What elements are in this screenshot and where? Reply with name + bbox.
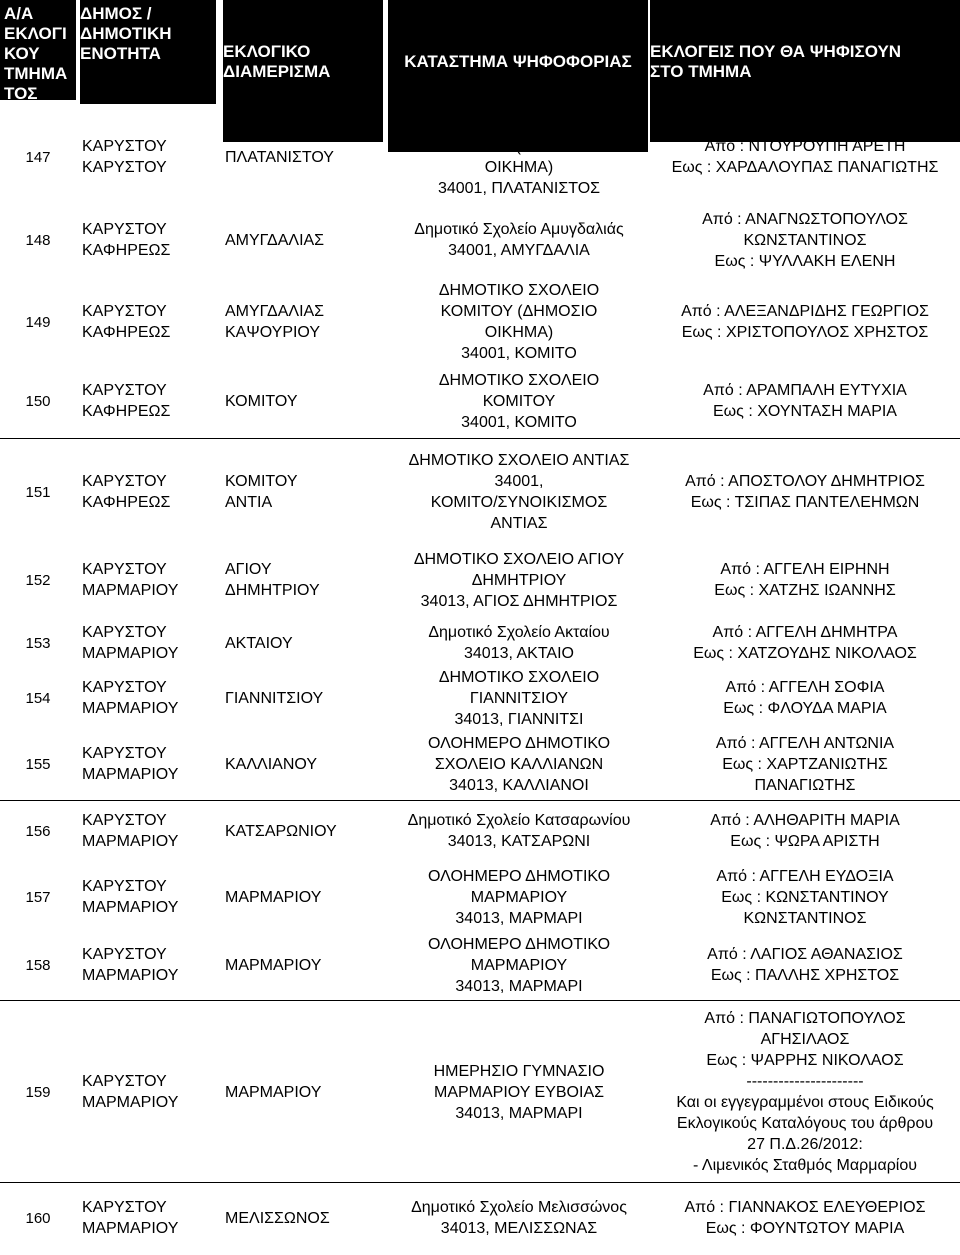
text-line: ΑΝΤΙΑ xyxy=(225,494,273,511)
text-line: 34001, ΚΟΜΙΤΟ xyxy=(461,345,577,362)
text-line: Και οι εγγεγραμμένοι στους Ειδικούς xyxy=(676,1094,934,1111)
text-line: Εως : ΦΛΟΥΔΑ ΜΑΡΙΑ xyxy=(723,700,887,717)
text-line: ΚΑΡΥΣΤΟΥ xyxy=(82,473,167,490)
text-line: Εκλογικούς Καταλόγους του άρθρου xyxy=(676,1115,934,1132)
table-row xyxy=(0,1002,960,1182)
text-line: ΚΑΡΥΣΤΟΥ xyxy=(82,561,167,578)
cell-lines xyxy=(428,622,609,664)
section-number: 153 xyxy=(25,634,51,652)
section-number: 150 xyxy=(25,392,51,410)
cell-lines xyxy=(439,280,599,364)
text-line: 34013, ΚΑΛΛΙΑΝΟΙ xyxy=(449,776,589,794)
text-line: ΔΗΜΟΤΙΚΟ ΣΧΟΛΕΙΟ xyxy=(438,668,600,686)
municipality-cell xyxy=(82,1002,218,1182)
text-line: ΚΟΜΙΤΟ/ΣΥΝΟΙΚΙΣΜΟΣ xyxy=(430,494,608,511)
cell-lines xyxy=(676,1008,933,1176)
text-line: Εως : ΨΑΡΡΗΣ ΝΙΚΟΛΑΟΣ xyxy=(706,1052,904,1069)
cell-lines xyxy=(225,1082,321,1103)
text-line: ΚΑΤΑΣΤΗΜΑ ΨΗΦΟΦΟΡΙΑΣ xyxy=(404,52,632,71)
text-line: 34013, ΜΕΛΙΣΣΩΝΑΣ xyxy=(440,1220,598,1237)
text-line: ΔΙΑΜΕΡΙΣΜΑ xyxy=(223,62,331,81)
electoral-district-cell xyxy=(225,1186,385,1250)
cell-lines xyxy=(428,733,610,796)
cell-lines xyxy=(438,115,600,199)
cell-lines xyxy=(681,301,929,343)
text-line: ΟΛΟΗΜΕΡΟ ΔΗΜΟΤΙΚΟ xyxy=(427,935,611,953)
cell-lines xyxy=(409,450,630,534)
text-line: ΑΝΤΙΑΣ xyxy=(490,515,548,532)
text-line: Από : ΑΓΓΕΛΗ ΕΥΔΟΞΙΑ xyxy=(716,867,894,885)
cell-lines xyxy=(225,955,321,976)
text-line: ΜΑΡΜΑΡΙΟΥ xyxy=(82,645,179,662)
text-line: ΑΜΥΓΔΑΛΙΑΣ xyxy=(225,231,325,249)
cell-lines xyxy=(685,471,925,513)
text-line: ΔΗΜΟΤΙΚΟ ΣΧΟΛΕΙΟ ΑΝΤΙΑΣ xyxy=(408,452,630,469)
voter-range-cell xyxy=(652,930,958,1000)
text-line: ΠΑΝΑΓΙΩΤΗΣ xyxy=(754,776,856,794)
polling-station-cell xyxy=(388,546,650,614)
cell-lines xyxy=(82,559,178,601)
voter-range-cell xyxy=(652,206,958,274)
section-number: 149 xyxy=(25,313,51,331)
text-line: Εως : ΚΩΝΣΤΑΝΤΙΝΟΥ xyxy=(721,888,889,906)
electoral-district-cell xyxy=(225,1002,385,1182)
text-line: ΚΑΡΥΣΤΟΥ xyxy=(82,159,167,176)
text-line: ΜΑΡΜΑΡΙΟΥ xyxy=(82,833,179,850)
electoral-district-cell xyxy=(225,278,385,366)
text-line: Από : ΑΡΑΜΠΑΛΗ ΕΥΤΥΧΙΑ xyxy=(703,382,907,399)
text-line: ΕΝΟΤΗΤΑ xyxy=(80,44,161,63)
cell-lines xyxy=(716,733,894,796)
cell-lines xyxy=(408,810,631,852)
text-line: Από : ΑΝΑΓΝΩΣΤΟΠΟΥΛΟΣ xyxy=(702,210,908,228)
row-group-divider xyxy=(0,438,960,439)
cell-lines xyxy=(685,1197,926,1239)
text-line: Εως : ΧΑΤΖΗΣ ΙΩΑΝΝΗΣ xyxy=(714,582,896,599)
polling-station-cell xyxy=(388,1002,650,1182)
text-line: Από : ΑΓΓΕΛΗ ΣΟΦΙΑ xyxy=(725,679,885,696)
table-row xyxy=(0,546,960,614)
text-line: 34013, ΜΑΡΜΑΡΙ xyxy=(455,909,583,927)
voter-range-cell xyxy=(652,1186,958,1250)
polling-station-cell xyxy=(388,664,650,732)
cell-lines xyxy=(225,633,293,654)
cell-lines xyxy=(82,380,170,422)
text-line: ΚΑΡΥΣΤΟΥ xyxy=(82,1073,167,1090)
text-line: ΚΑΦΗΡΕΩΣ xyxy=(82,403,171,420)
text-line: Εως : ΦΟΥΝΤΩΤΟΥ ΜΑΡΙΑ xyxy=(705,1220,905,1237)
text-line: 34001, ΠΛΑΤΑΝΙΣΤΟΣ xyxy=(437,180,601,197)
text-line: ΑΓΗΣΙΛΑΟΣ xyxy=(760,1031,850,1048)
text-line: ΔΗΜΗΤΡΙΟΥ xyxy=(225,582,320,599)
cell-lines xyxy=(225,559,320,601)
cell-lines xyxy=(225,301,324,343)
voter-range-cell xyxy=(652,546,958,614)
text-line: ΚΑΛΛΙΑΝΟΥ xyxy=(225,755,317,773)
text-line: Από : ΛΑΓΙΟΣ ΑΘΑΝΑΣΙΟΣ xyxy=(707,946,903,963)
voter-range-cell xyxy=(652,864,958,930)
voter-range-cell xyxy=(652,664,958,732)
text-line: ΟΙΚΗΜΑ) xyxy=(484,159,554,176)
text-line: ΕΚΛΟΓΙ xyxy=(4,24,67,43)
header-col-num xyxy=(0,0,76,103)
electoral-district-cell xyxy=(225,368,385,434)
municipality-cell xyxy=(82,278,218,366)
text-line: 34001, ΚΟΜΙΤΟ xyxy=(461,413,577,431)
polling-station-cell xyxy=(388,930,650,1000)
text-line: ΜΑΡΜΑΡΙΟΥ xyxy=(82,899,179,916)
cell-lines xyxy=(693,622,917,664)
table-row xyxy=(0,728,960,800)
text-line: Από : ΓΙΑΝΝΑΚΟΣ ΕΛΕΥΘΕΡΙΟΣ xyxy=(684,1199,926,1216)
section-number: 151 xyxy=(25,483,51,501)
municipality-cell xyxy=(82,206,218,274)
cell-lines xyxy=(82,810,178,852)
text-line: ΜΑΡΜΑΡΙΟΥ xyxy=(225,956,322,974)
text-line: ΜΑΡΜΑΡΙΟΥ ΕΥΒΟΙΑΣ xyxy=(433,1083,604,1101)
cell-lines xyxy=(82,677,178,719)
table-row xyxy=(0,864,960,930)
text-line: ΚΑΡΥΣΤΟΥ xyxy=(82,878,167,895)
cell-lines xyxy=(225,391,297,412)
municipality-cell xyxy=(82,864,218,930)
text-line: ΚΑΦΗΡΕΩΣ xyxy=(82,242,171,259)
cell-lines xyxy=(428,866,610,929)
electoral-district-cell xyxy=(225,440,385,544)
cell-lines xyxy=(82,944,178,986)
text-line: ΜΑΡΜΑΡΙΟΥ xyxy=(225,1083,322,1101)
text-line: ΣΤΟ ΤΜΗΜΑ xyxy=(650,62,752,81)
text-line: 34013, ΜΑΡΜΑΡΙ xyxy=(455,977,583,995)
cell-lines xyxy=(82,1197,178,1239)
text-line: ΤΜΗΜΑ xyxy=(4,64,68,83)
text-line: ΔΗΜΟΣ / xyxy=(80,4,152,23)
section-number: 160 xyxy=(25,1209,51,1227)
text-line: ΜΑΡΜΑΡΙΟΥ xyxy=(470,956,568,974)
text-line: ΚΑΨΟΥΡΙΟΥ xyxy=(225,324,321,341)
cell-lines xyxy=(82,876,178,918)
text-line: Από : ΑΓΓΕΛΗ ΑΝΤΩΝΙΑ xyxy=(715,734,895,752)
electoral-district-cell xyxy=(225,664,385,732)
polling-station-cell xyxy=(388,278,650,366)
text-line: 34013, ΑΚΤΑΙΟ xyxy=(463,645,574,662)
table-row xyxy=(0,1186,960,1250)
section-number: 157 xyxy=(25,888,51,906)
section-number: 148 xyxy=(25,231,51,249)
electoral-district-cell xyxy=(225,804,385,858)
cell-lines xyxy=(414,549,624,612)
text-line: Εως : ΧΡΙΣΤΟΠΟΥΛΟΣ ΧΡΗΣΤΟΣ xyxy=(681,324,929,341)
text-line: Από : ΝΤΟΥΡΟΥΠΗ ΑΡΕΤΗ xyxy=(704,138,906,155)
text-line: 34001, ΑΜΥΓΔΑΛΙΑ xyxy=(448,242,590,259)
text-line: - Λιμενικός Σταθμός Μαρμαρίου xyxy=(693,1157,917,1174)
text-line: ΜΑΡΜΑΡΙΟΥ xyxy=(82,967,179,984)
text-line: ΟΙΚΗΜΑ) xyxy=(484,324,554,341)
text-line: ΣΧΟΛΕΙΟ ΚΑΛΛΙΑΝΩΝ xyxy=(434,755,604,773)
text-line: ΔΗΜΟΤΙΚΟ ΣΧΟΛΕΙΟ xyxy=(438,371,600,389)
text-line: ΚΑΡΥΣΤΟΥ xyxy=(82,946,167,963)
cell-lines xyxy=(723,677,886,719)
text-line: ΜΑΡΜΑΡΙΟΥ xyxy=(82,582,179,599)
text-line: 34013, ΓΙΑΝΝΙΤΣΙ xyxy=(454,710,584,728)
cell-lines xyxy=(225,821,337,842)
municipality-cell xyxy=(82,368,218,434)
text-line: ΚΩΝΣΤΑΝΤΙΝΟΣ xyxy=(743,909,867,927)
text-line: ΠΛΑΤΑΝΙΣΤΟΥ xyxy=(225,148,334,166)
text-line: Από : ΠΑΝΑΓΙΩΤΟΠΟΥΛΟΣ xyxy=(704,1010,906,1027)
text-line: Από : ΑΓΓΕΛΗ ΔΗΜΗΤΡΑ xyxy=(712,624,898,641)
text-line: ΜΑΡΜΑΡΙΟΥ xyxy=(225,888,322,906)
text-line: ΜΑΡΜΑΡΙΟΥ xyxy=(470,888,568,906)
cell-lines xyxy=(714,559,895,601)
voter-range-cell xyxy=(652,804,958,858)
text-line: ΔΗΜΟΤΙΚΟ ΣΧΟΛΕΙΟ ΑΓΙΟΥ xyxy=(413,550,625,568)
text-line: ΤΟΣ xyxy=(4,84,38,103)
table-row xyxy=(0,278,960,366)
text-line: Από : ΑΓΓΕΛΗ ΕΙΡΗΝΗ xyxy=(720,561,890,578)
cell-lines xyxy=(225,1208,330,1229)
cell-lines xyxy=(82,743,178,785)
text-line: ΚΑΡΥΣΤΟΥ xyxy=(82,303,167,320)
table-row xyxy=(0,440,960,544)
text-line: ΟΛΟΗΜΕΡΟ ΔΗΜΟΤΙΚΟ xyxy=(427,867,611,885)
text-line: Δημοτικό Σχολείο Ακταίου xyxy=(428,624,610,641)
municipality-cell xyxy=(82,930,218,1000)
text-line: ΚΩΝΣΤΑΝΤΙΝΟΣ xyxy=(743,231,867,249)
cell-lines xyxy=(703,380,907,422)
cell-lines xyxy=(225,147,334,168)
cell-lines xyxy=(225,688,323,709)
section-number: 155 xyxy=(25,755,51,773)
text-line: Δημοτικό Σχολείο Μελισσώνος xyxy=(411,1199,627,1216)
cell-lines xyxy=(672,136,939,178)
text-line: 34013, ΜΑΡΜΑΡΙ xyxy=(455,1104,583,1122)
text-line: ΚΟΜΙΤΟΥ (ΔΗΜΟΣΙΟ xyxy=(440,303,598,320)
electoral-district-cell xyxy=(225,930,385,1000)
section-number: 156 xyxy=(25,822,51,840)
voter-range-cell xyxy=(652,728,958,800)
text-line: ΟΛΟΗΜΕΡΟ ΔΗΜΟΤΙΚΟ xyxy=(427,734,611,752)
cell-lines xyxy=(82,301,170,343)
electoral-district-cell xyxy=(225,728,385,800)
text-line: ΑΜΥΓΔΑΛΙΑΣ xyxy=(225,303,325,320)
polling-station-cell xyxy=(388,368,650,434)
text-line: 34013, ΑΓΙΟΣ ΔΗΜΗΤΡΙΟΣ xyxy=(420,592,618,610)
text-line: Εως : ΧΑΡΔΑΛΟΥΠΑΣ ΠΑΝΑΓΙΩΤΗΣ xyxy=(671,159,939,176)
voter-range-cell xyxy=(652,1002,958,1182)
polling-station-cell xyxy=(388,112,650,202)
text-line: ΓΙΑΝΝΙΤΣΙΟΥ xyxy=(469,689,569,707)
cell-lines xyxy=(434,1061,605,1124)
cell-lines xyxy=(82,622,178,664)
text-line: ΕΚΛΟΓΙΚΟ xyxy=(223,42,311,61)
polling-station-cell xyxy=(388,864,650,930)
text-line: Εως : ΧΑΤΖΟΥΔΗΣ ΝΙΚΟΛΑΟΣ xyxy=(693,645,917,662)
text-line: ΔΗΜΗΤΡΙΟΥ xyxy=(471,571,567,589)
text-line: ΓΙΑΝΝΙΤΣΙΟΥ xyxy=(225,689,324,707)
row-group-divider xyxy=(0,1182,960,1183)
text-line: ΚΑΡΥΣΤΟΥ xyxy=(82,679,167,696)
polling-station-cell xyxy=(388,206,650,274)
voter-range-cell xyxy=(652,440,958,544)
text-line: ΜΕΛΙΣΣΩΝΟΣ xyxy=(225,1209,330,1227)
text-line: Από : ΑΛΗΘΑΡΙΤΗ ΜΑΡΙΑ xyxy=(710,812,900,829)
municipality-cell xyxy=(82,440,218,544)
polling-station-cell xyxy=(388,728,650,800)
table-row xyxy=(0,368,960,434)
text-line: ΑΚΤΑΙΟΥ xyxy=(225,634,293,652)
cell-lines xyxy=(82,1071,178,1113)
text-line: ΚΑΡΥΣΤΟΥ xyxy=(82,624,167,641)
cell-lines xyxy=(414,219,623,261)
text-line: Εως : ΨΥΛΛΑΚΗ ΕΛΕΝΗ xyxy=(714,252,896,270)
text-line: ΚΑΡΥΣΤΟΥ xyxy=(82,745,167,762)
text-line: ΜΑΡΜΑΡΙΟΥ xyxy=(82,700,179,717)
text-line: Εως : ΠΑΛΛΗΣ ΧΡΗΣΤΟΣ xyxy=(710,967,900,984)
text-line: ΚΑΦΗΡΕΩΣ xyxy=(82,324,171,341)
polling-station-cell xyxy=(388,440,650,544)
text-line: ΠΡΩΗΝ ΚΟΙΝΟΤΙΚΟ xyxy=(444,117,594,134)
cell-lines xyxy=(225,887,321,908)
cell-lines xyxy=(439,667,599,730)
text-line: ΑΓΙΟΥ xyxy=(225,561,272,578)
municipality-cell xyxy=(82,546,218,614)
electoral-district-cell xyxy=(225,546,385,614)
cell-lines xyxy=(82,136,167,178)
cell-lines xyxy=(707,944,903,986)
text-line: Εως : ΧΟΥΝΤΑΣΗ ΜΑΡΙΑ xyxy=(713,403,897,420)
electoral-district-cell xyxy=(225,112,385,202)
text-line: Δημοτικό Σχολείο Κατσαρωνίου xyxy=(407,812,631,829)
municipality-cell xyxy=(82,728,218,800)
table-row xyxy=(0,664,960,732)
municipality-cell xyxy=(82,112,218,202)
table-row xyxy=(0,112,960,202)
text-line: Α/Α xyxy=(4,4,34,23)
section-number: 158 xyxy=(25,956,51,974)
municipality-cell xyxy=(82,1186,218,1250)
cell-lines xyxy=(439,370,599,433)
section-number: 152 xyxy=(25,571,51,589)
table-row xyxy=(0,206,960,274)
text-line: ΚΑΡΥΣΤΟΥ xyxy=(82,138,167,155)
text-line: ΜΑΡΜΑΡΙΟΥ xyxy=(82,766,179,783)
text-line: ---------------------- xyxy=(746,1073,864,1090)
cell-lines xyxy=(82,471,170,513)
municipality-cell xyxy=(82,804,218,858)
text-line: 34013, ΚΑΤΣΑΡΩΝΙ xyxy=(447,833,591,850)
text-line: Εως : ΨΩΡΑ ΑΡΙΣΤΗ xyxy=(730,833,880,850)
cell-lines xyxy=(411,1197,627,1239)
cell-lines xyxy=(710,810,899,852)
text-line: ΚΑΦΗΡΕΩΣ xyxy=(82,494,171,511)
cell-lines xyxy=(225,471,297,513)
text-line: ΚΑΡΥΣΤΟΥ xyxy=(82,221,167,238)
text-line: ΚΑΡΥΣΤΟΥ xyxy=(82,1199,167,1216)
cell-lines xyxy=(702,209,908,272)
row-group-divider xyxy=(0,1000,960,1001)
cell-lines xyxy=(82,219,170,261)
cell-lines xyxy=(716,866,893,929)
text-line: ΕΚΛΟΓΕΙΣ ΠΟΥ ΘΑ ΨΗΦΙΣΟΥΝ xyxy=(650,42,902,61)
electoral-district-cell xyxy=(225,864,385,930)
voter-range-cell xyxy=(652,368,958,434)
table-row xyxy=(0,804,960,858)
text-line: 34001, xyxy=(494,473,544,490)
text-line: Από : ΑΠΟΣΤΟΛΟΥ ΔΗΜΗΤΡΙΟΣ xyxy=(685,473,925,490)
text-line: ΜΑΡΜΑΡΙΟΥ xyxy=(82,1220,179,1237)
text-line: Εως : ΧΑΡΤΖΑΝΙΩΤΗΣ xyxy=(722,755,888,773)
text-line: ΔΗΜΟΤΙΚΗ xyxy=(80,24,172,43)
text-line: 27 Π.Δ.26/2012: xyxy=(747,1136,863,1153)
electoral-district-cell xyxy=(225,206,385,274)
section-number: 147 xyxy=(25,148,51,166)
row-group-divider xyxy=(0,800,960,801)
cell-lines xyxy=(225,230,324,251)
voter-range-cell xyxy=(652,112,958,202)
text-line: Από : ΑΛΕΞΑΝΔΡΙΔΗΣ ΓΕΩΡΓΙΟΣ xyxy=(681,303,929,320)
text-line: Δημοτικό Σχολείο Αμυγδαλιάς xyxy=(414,221,624,238)
text-line: ΔΗΜΟΤΙΚΟ ΣΧΟΛΕΙΟ xyxy=(438,282,600,299)
text-line: ΚΑΡΥΣΤΟΥ xyxy=(82,812,167,829)
text-line: Εως : ΤΣΙΠΑΣ ΠΑΝΤΕΛΕΗΜΩΝ xyxy=(690,494,920,511)
text-line: ΚΟΜΙΤΟΥ xyxy=(225,473,298,490)
text-line: ΓΡΑΦΕΙΟ (ΔΗΜΟΣΙΟ xyxy=(442,138,596,155)
cell-lines xyxy=(225,754,317,775)
municipality-cell xyxy=(82,664,218,732)
text-line: ΗΜΕΡΗΣΙΟ ΓΥΜΝΑΣΙΟ xyxy=(433,1062,605,1080)
text-line: ΚΑΡΥΣΤΟΥ xyxy=(82,382,167,399)
section-number: 159 xyxy=(25,1083,51,1101)
text-line: ΚΑΤΣΑΡΩΝΙΟΥ xyxy=(225,822,337,840)
header-col-municipality xyxy=(80,0,216,104)
text-line: ΚΟΥ xyxy=(4,44,40,63)
cell-lines xyxy=(428,934,610,997)
text-line: ΚΟΜΙΤΟΥ xyxy=(482,392,556,410)
text-line: ΚΟΜΙΤΟΥ xyxy=(225,392,298,410)
table-row xyxy=(0,930,960,1000)
polling-station-cell xyxy=(388,804,650,858)
section-number: 154 xyxy=(25,689,51,707)
voter-range-cell xyxy=(652,278,958,366)
text-line: ΜΑΡΜΑΡΙΟΥ xyxy=(82,1094,179,1111)
polling-station-cell xyxy=(388,1186,650,1250)
